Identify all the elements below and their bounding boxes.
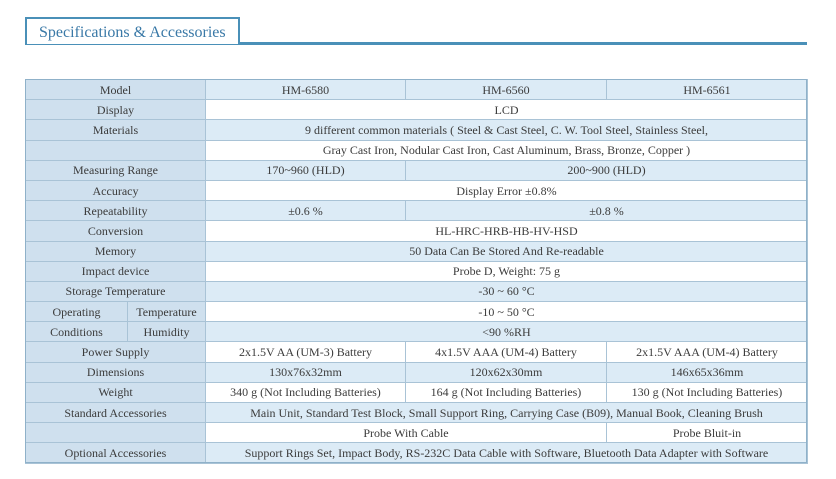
row-label-storage-temperature: Storage Temperature — [26, 281, 206, 301]
row-sublabel-temperature: Temperature — [128, 302, 206, 322]
table-row-operating-temperature — [26, 302, 808, 322]
table-row-standard-accessories-1 — [26, 403, 808, 423]
row-label-conditions: Conditions — [26, 322, 128, 342]
specifications-table — [25, 79, 808, 464]
row-label-impact-device: Impact device — [26, 261, 206, 281]
operating-temperature-value: -10 ~ 50 °C — [206, 302, 808, 322]
dimensions-hm6560: 120x62x30mm — [406, 362, 607, 382]
row-label-standard-accessories: Standard Accessories — [26, 403, 206, 423]
model-hm6561: HM-6561 — [607, 80, 808, 100]
row-label-dimensions: Dimensions — [26, 362, 206, 382]
row-label-weight: Weight — [26, 382, 206, 402]
operating-humidity-value: <90 %RH — [206, 322, 808, 342]
table-row-model — [26, 80, 808, 100]
row-label-materials-cont — [26, 140, 206, 160]
standard-accessories-probe-with-cable: Probe With Cable — [206, 423, 607, 443]
row-label-measuring-range: Measuring Range — [26, 160, 206, 180]
section-title-tab — [25, 17, 240, 44]
impact-device-value: Probe D, Weight: 75 g — [206, 261, 808, 281]
table-row-measuring-range — [26, 160, 808, 180]
table-row-accuracy — [26, 180, 808, 200]
dimensions-hm6561: 146x65x36mm — [607, 362, 808, 382]
table-row-power-supply — [26, 342, 808, 362]
materials-line-1: 9 different common materials ( Steel & Cast Steel, C. W. Tool Steel, Stainless Steel, — [206, 120, 808, 140]
row-label-accuracy: Accuracy — [26, 180, 206, 200]
row-label-memory: Memory — [26, 241, 206, 261]
standard-accessories-line-1: Main Unit, Standard Test Block, Small Support Ring, Carrying Case (B09), Manual Book, Cleaning Brush — [206, 403, 808, 423]
table-row-memory — [26, 241, 808, 261]
storage-temperature-value: -30 ~ 60 °C — [206, 281, 808, 301]
row-label-model: Model — [26, 80, 206, 100]
table-row-operating-humidity — [26, 322, 808, 342]
row-label-materials: Materials — [26, 120, 206, 140]
table-row-materials-1 — [26, 120, 808, 140]
measuring-range-hm6560-6561: 200~900 (HLD) — [406, 160, 808, 180]
table-row-materials-2 — [26, 140, 808, 160]
table-row-dimensions — [26, 362, 808, 382]
display-value: LCD — [206, 100, 808, 120]
conversion-value: HL-HRC-HRB-HB-HV-HSD — [206, 221, 808, 241]
section-header — [25, 17, 807, 46]
section-title: Specifications & Accessories — [39, 24, 226, 41]
repeatability-hm6580: ±0.6 % — [206, 201, 406, 221]
row-label-repeatability: Repeatability — [26, 201, 206, 221]
power-supply-hm6561: 2x1.5V AAA (UM-4) Battery — [607, 342, 808, 362]
power-supply-hm6580: 2x1.5V AA (UM-3) Battery — [206, 342, 406, 362]
table-row-display — [26, 100, 808, 120]
row-label-standard-accessories-cont — [26, 423, 206, 443]
memory-value: 50 Data Can Be Stored And Re-readable — [206, 241, 808, 261]
weight-hm6560: 164 g (Not Including Batteries) — [406, 382, 607, 402]
table-row-weight — [26, 382, 808, 402]
weight-hm6580: 340 g (Not Including Batteries) — [206, 382, 406, 402]
model-hm6560: HM-6560 — [406, 80, 607, 100]
materials-line-2: Gray Cast Iron, Nodular Cast Iron, Cast Aluminum, Brass, Bronze, Copper ) — [206, 140, 808, 160]
row-label-conversion: Conversion — [26, 221, 206, 241]
table-row-conversion — [26, 221, 808, 241]
weight-hm6561: 130 g (Not Including Batteries) — [607, 382, 808, 402]
row-label-display: Display — [26, 100, 206, 120]
row-label-optional-accessories: Optional Accessories — [26, 443, 206, 463]
table-row-storage-temperature — [26, 281, 808, 301]
power-supply-hm6560: 4x1.5V AAA (UM-4) Battery — [406, 342, 607, 362]
accuracy-value: Display Error ±0.8% — [206, 180, 808, 200]
repeatability-hm6560-6561: ±0.8 % — [406, 201, 808, 221]
optional-accessories-value: Support Rings Set, Impact Body, RS-232C Data Cable with Software, Bluetooth Data Adapter with Software — [206, 443, 808, 463]
model-hm6580: HM-6580 — [206, 80, 406, 100]
table-row-standard-accessories-2 — [26, 423, 808, 443]
row-label-operating: Operating — [26, 302, 128, 322]
table-row-optional-accessories — [26, 443, 808, 463]
table-row-repeatability — [26, 201, 808, 221]
standard-accessories-probe-built-in: Probe Bluit-in — [607, 423, 808, 443]
measuring-range-hm6580: 170~960 (HLD) — [206, 160, 406, 180]
table-row-impact-device — [26, 261, 808, 281]
row-label-power-supply: Power Supply — [26, 342, 206, 362]
dimensions-hm6580: 130x76x32mm — [206, 362, 406, 382]
row-sublabel-humidity: Humidity — [128, 322, 206, 342]
